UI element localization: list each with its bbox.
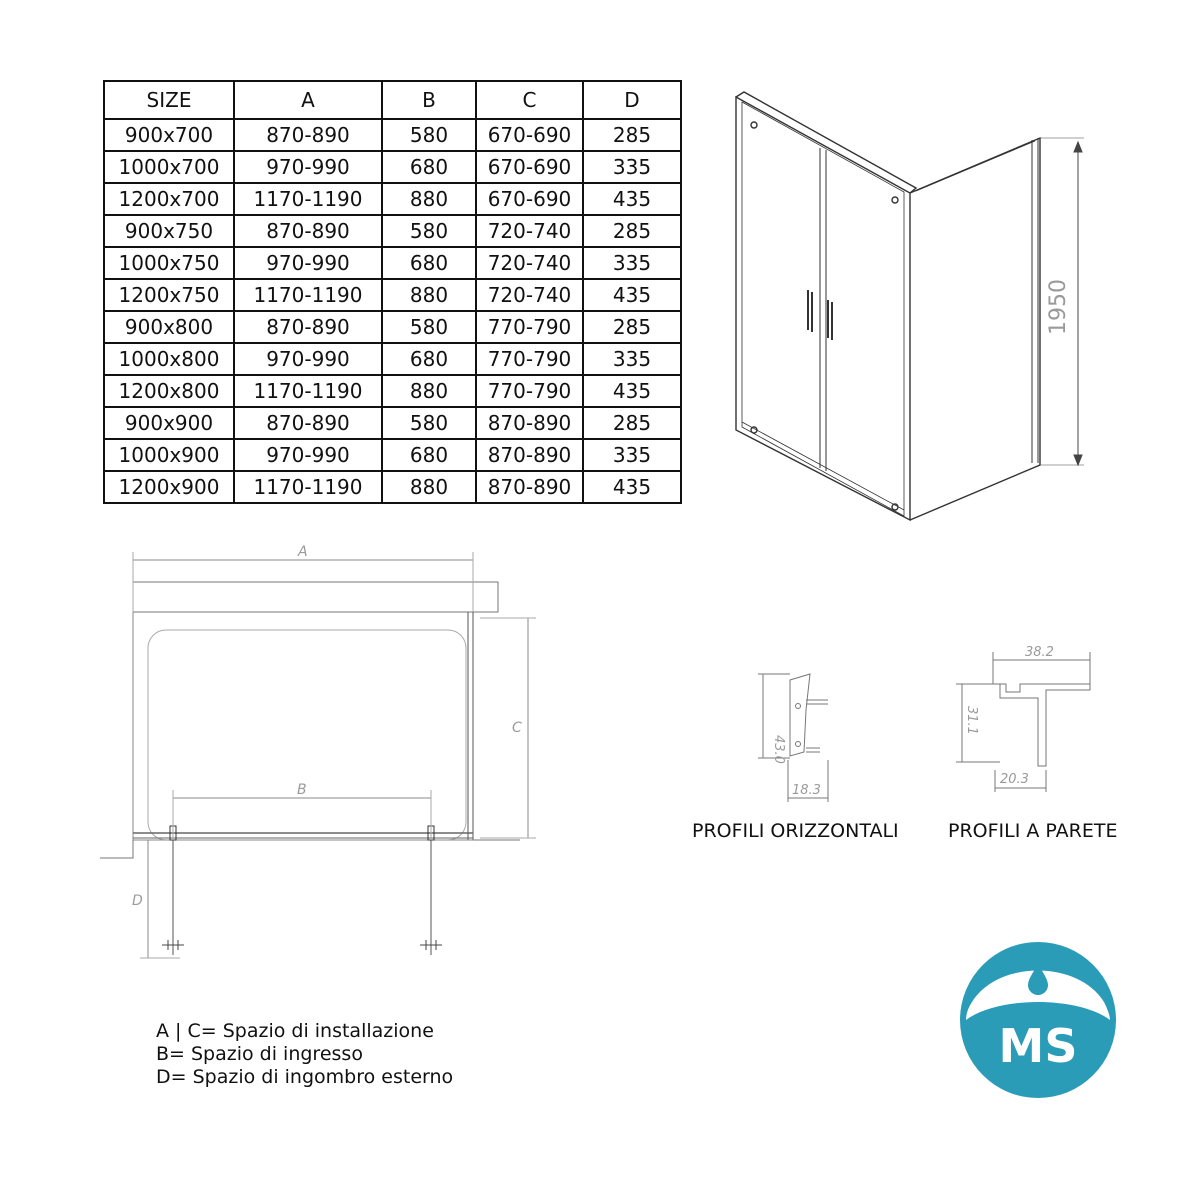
table-cell: 1170-1190 xyxy=(234,279,382,311)
table-cell: 870-890 xyxy=(234,119,382,151)
table-cell: 285 xyxy=(583,215,681,247)
table-cell: 285 xyxy=(583,311,681,343)
table-row xyxy=(104,119,681,151)
table-cell: 435 xyxy=(583,471,681,503)
table-cell: 880 xyxy=(382,375,476,407)
table-cell: 1000x800 xyxy=(104,343,234,375)
horizontal-profile-drawing xyxy=(750,660,840,805)
col-b-header: B xyxy=(382,81,476,119)
legend-item-b: B= Spazio di ingresso xyxy=(156,1043,363,1065)
col-c-header: C xyxy=(476,81,583,119)
table-cell: 670-690 xyxy=(476,183,583,215)
table-cell: 285 xyxy=(583,119,681,151)
table-cell: 580 xyxy=(382,119,476,151)
table-cell: 435 xyxy=(583,279,681,311)
legend xyxy=(156,1020,453,1089)
plan-label-d: D xyxy=(132,893,143,909)
table-cell: 970-990 xyxy=(234,439,382,471)
wall-profile-bottom: 20.3 xyxy=(1000,772,1029,787)
table-row xyxy=(104,151,681,183)
height-dimension-label: 1950 xyxy=(1046,279,1071,335)
table-cell: 435 xyxy=(583,375,681,407)
table-cell: 1170-1190 xyxy=(234,471,382,503)
table-cell: 770-790 xyxy=(476,311,583,343)
table-cell: 435 xyxy=(583,183,681,215)
table-cell: 580 xyxy=(382,407,476,439)
table-cell: 970-990 xyxy=(234,247,382,279)
table-row xyxy=(104,311,681,343)
plan-view-drawing xyxy=(100,540,560,980)
horizontal-profile-height: 43.0 xyxy=(771,735,786,764)
table-cell: 680 xyxy=(382,247,476,279)
table-cell: 335 xyxy=(583,247,681,279)
table-cell: 870-890 xyxy=(234,407,382,439)
table-cell: 335 xyxy=(583,151,681,183)
table-cell: 870-890 xyxy=(476,439,583,471)
table-row xyxy=(104,279,681,311)
col-size-header: SIZE xyxy=(104,81,234,119)
plan-label-c: C xyxy=(512,720,522,736)
horizontal-profile-width: 18.3 xyxy=(792,783,821,798)
table-cell: 580 xyxy=(382,311,476,343)
table-row xyxy=(104,215,681,247)
table-cell: 1000x700 xyxy=(104,151,234,183)
size-table xyxy=(103,80,682,504)
table-cell: 720-740 xyxy=(476,247,583,279)
table-row xyxy=(104,343,681,375)
table-cell: 680 xyxy=(382,343,476,375)
wall-profile-caption: PROFILI A PARETE xyxy=(948,820,1118,842)
table-cell: 770-790 xyxy=(476,343,583,375)
table-cell: 970-990 xyxy=(234,343,382,375)
table-cell: 1000x750 xyxy=(104,247,234,279)
col-d-header: D xyxy=(583,81,681,119)
table-cell: 900x800 xyxy=(104,311,234,343)
horizontal-profile-caption: PROFILI ORIZZONTALI xyxy=(692,820,899,842)
plan-label-b: B xyxy=(297,782,307,798)
table-cell: 1200x750 xyxy=(104,279,234,311)
table-cell: 880 xyxy=(382,183,476,215)
wall-profile-height: 31.1 xyxy=(964,706,979,735)
table-cell: 720-740 xyxy=(476,215,583,247)
table-cell: 900x900 xyxy=(104,407,234,439)
table-cell: 580 xyxy=(382,215,476,247)
table-cell: 880 xyxy=(382,279,476,311)
table-row xyxy=(104,247,681,279)
wall-profile-drawing xyxy=(950,640,1100,795)
table-row xyxy=(104,471,681,503)
legend-item-ac: A | C= Spazio di installazione xyxy=(156,1020,434,1042)
table-cell: 720-740 xyxy=(476,279,583,311)
table-cell: 870-890 xyxy=(234,215,382,247)
wall-profile-top: 38.2 xyxy=(1025,645,1054,660)
ms-logo xyxy=(958,940,1118,1100)
table-cell: 770-790 xyxy=(476,375,583,407)
table-cell: 870-890 xyxy=(476,471,583,503)
table-cell: 670-690 xyxy=(476,151,583,183)
table-body xyxy=(104,119,681,503)
table-header-row xyxy=(104,81,681,119)
table-row xyxy=(104,407,681,439)
table-row xyxy=(104,375,681,407)
table-cell: 1170-1190 xyxy=(234,375,382,407)
table-cell: 970-990 xyxy=(234,151,382,183)
table-cell: 900x750 xyxy=(104,215,234,247)
table-cell: 335 xyxy=(583,439,681,471)
table-cell: 1000x900 xyxy=(104,439,234,471)
table-cell: 880 xyxy=(382,471,476,503)
table-cell: 670-690 xyxy=(476,119,583,151)
perspective-drawing xyxy=(720,80,1100,530)
table-row xyxy=(104,439,681,471)
logo-text: MS xyxy=(998,1019,1078,1073)
table-cell: 680 xyxy=(382,439,476,471)
table-cell: 1200x900 xyxy=(104,471,234,503)
legend-item-d: D= Spazio di ingombro esterno xyxy=(156,1066,454,1088)
table-cell: 680 xyxy=(382,151,476,183)
table-cell: 1170-1190 xyxy=(234,183,382,215)
table-cell: 870-890 xyxy=(476,407,583,439)
table-cell: 900x700 xyxy=(104,119,234,151)
table-cell: 1200x700 xyxy=(104,183,234,215)
col-a-header: A xyxy=(234,81,382,119)
table-cell: 1200x800 xyxy=(104,375,234,407)
table-row xyxy=(104,183,681,215)
table-cell: 285 xyxy=(583,407,681,439)
table-cell: 870-890 xyxy=(234,311,382,343)
table-cell: 335 xyxy=(583,343,681,375)
plan-label-a: A xyxy=(298,544,308,560)
